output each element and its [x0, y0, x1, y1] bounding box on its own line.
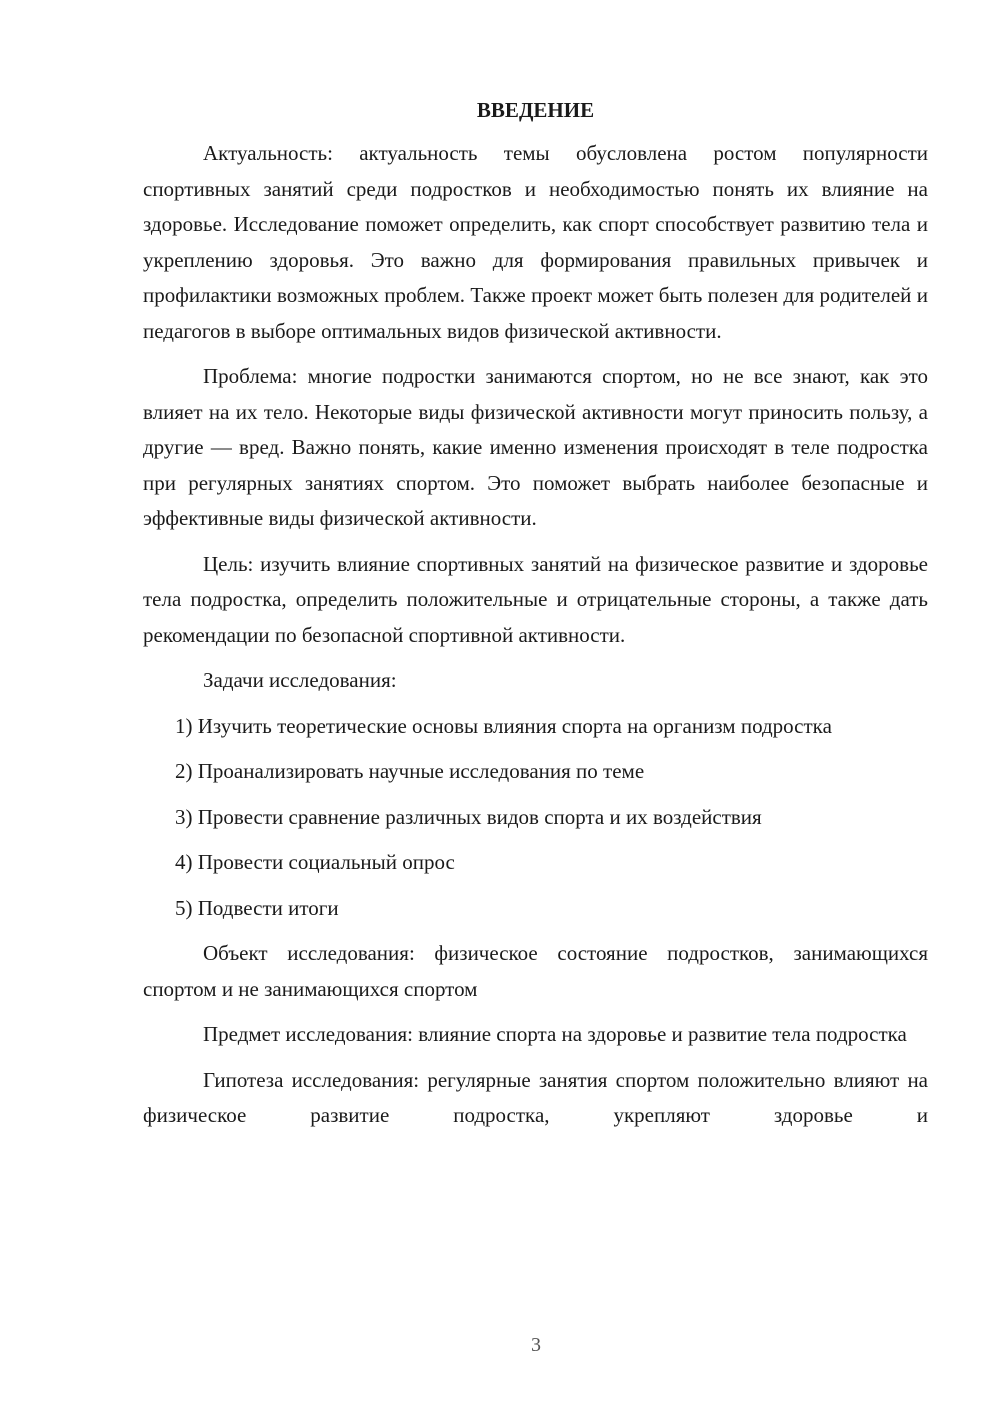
tasks-title: Задачи исследования:: [203, 668, 397, 692]
list-item: 5) Подвести итоги: [175, 895, 339, 920]
relevance-paragraph: Актуальность: актуальность темы обусловлена ростом популярности спортивных занятий среди подростков и необходимостью понять их влияние на здоровье. Исследование поможет определить, как спорт способствует развитию тела и укреплению здоровья. Это важно для формирования правильных привычек и профилактики возможных проблем. Также проект может быть полезен для родителей и педагогов в выборе оптимальных видов физической активности.: [143, 141, 928, 343]
list-item: 3) Провести сравнение различных видов спорта и их воздействия: [175, 804, 762, 829]
page-number: 3: [531, 1334, 541, 1356]
page-title: ВВЕДЕНИЕ: [476, 98, 595, 122]
list-item: 2) Проанализировать научные исследования по теме: [175, 759, 645, 783]
hypothesis-paragraph: Гипотеза исследования: регулярные занятия спортом положительно влияют на физическое развитие подростка, укрепляют здоровье и: [143, 1067, 928, 1127]
document-page: [143, 92, 928, 1134]
object-paragraph: Объект исследования: физическое состояние подростков, занимающихся спортом и не занимающихся спортом: [143, 941, 928, 1001]
goal-paragraph: Цель: изучить влияние спортивных занятий на физическое развитие и здоровье тела подростка, определить положительные и отрицательные стороны, а также дать рекомендации по безопасной спортивной активности.: [143, 551, 928, 647]
list-item: 1) Изучить теоретические основы влияния спорта на организм подростка: [175, 713, 832, 738]
list-item: 4) Провести социальный опрос: [175, 850, 455, 874]
subject-paragraph: Предмет исследования: влияние спорта на здоровье и развитие тела подростка: [203, 1022, 907, 1046]
problem-paragraph: Проблема: многие подростки занимаются спортом, но не все знают, как это влияет на их тело. Некоторые виды физической активности могут приносить пользу, а другие — вред. Важно понять, какие именно изменения происходят в теле подростка при регулярных занятиях спортом. Это поможет выбрать наиболее безопасные и эффективные виды физической активности.: [143, 364, 928, 530]
